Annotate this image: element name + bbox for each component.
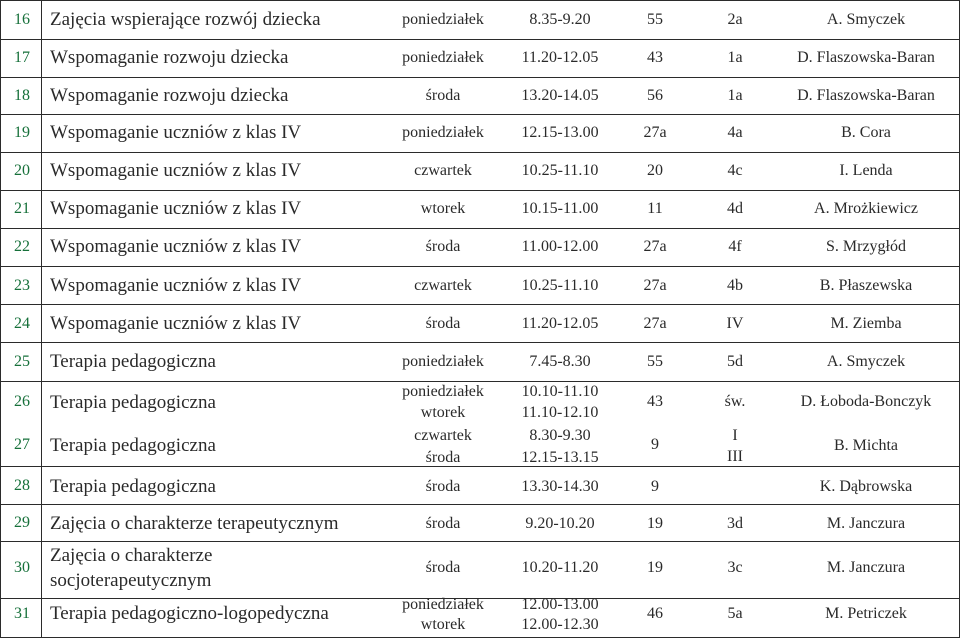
teacher-cell: B. Płaszewska: [819, 277, 913, 294]
time-cell: 13.30-14.30: [521, 478, 599, 495]
class-cell: 4b: [727, 277, 743, 294]
room-cell: 43: [647, 393, 663, 410]
room-cell: 27a: [643, 277, 667, 294]
activity-name: Wspomaganie uczniów z klas IV: [50, 160, 302, 181]
time-cell: 11.10-12.10: [521, 404, 599, 421]
day-cell: środa: [425, 315, 461, 332]
day-cell: czwartek: [414, 162, 472, 179]
day-cell: poniedziałek: [402, 353, 484, 370]
room-cell: 9: [651, 478, 659, 495]
activity-name: Terapia pedagogiczna: [50, 351, 216, 372]
time-cell: 11.20-12.05: [521, 315, 599, 332]
day-cell: wtorek: [420, 404, 466, 421]
row-divider: [0, 190, 960, 191]
row-number: 27: [14, 436, 30, 453]
row-divider: [0, 39, 960, 40]
time-cell: 11.20-12.05: [521, 49, 599, 66]
class-cell: 4d: [727, 200, 743, 217]
day-cell: wtorek: [420, 200, 466, 217]
room-cell: 43: [647, 49, 663, 66]
room-cell: 19: [647, 515, 663, 532]
day-cell: wtorek: [420, 616, 466, 633]
day-cell: poniedziałek: [402, 124, 484, 141]
row-number: 21: [14, 200, 30, 217]
day-cell: środa: [425, 238, 461, 255]
time-cell: 8.30-9.30: [529, 427, 591, 444]
class-cell: 4f: [728, 238, 742, 255]
teacher-cell: M. Ziemba: [830, 315, 902, 332]
time-cell: 12.00-13.00: [521, 596, 599, 613]
room-cell: 9: [651, 436, 659, 453]
activity-name: Terapia pedagogiczna: [50, 476, 216, 497]
day-cell: poniedziałek: [402, 596, 484, 613]
day-cell: poniedziałek: [402, 49, 484, 66]
row-number: 24: [14, 315, 30, 332]
activity-name: Terapia pedagogiczna: [50, 435, 216, 456]
teacher-cell: A. Smyczek: [826, 353, 906, 370]
activity-name: Zajęcia o charakterze: [50, 545, 213, 566]
row-number: 19: [14, 124, 30, 141]
room-cell: 11: [647, 200, 663, 217]
day-cell: poniedziałek: [402, 11, 484, 28]
row-divider: [0, 342, 960, 343]
row-divider: [0, 304, 960, 305]
activity-name: Wspomaganie uczniów z klas IV: [50, 198, 302, 219]
activity-name: socjoterapeutycznym: [50, 570, 212, 591]
teacher-cell: K. Dąbrowska: [819, 478, 913, 495]
row-number: 25: [14, 353, 30, 370]
room-cell: 20: [647, 162, 663, 179]
room-cell: 27a: [643, 124, 667, 141]
class-cell: III: [727, 448, 743, 465]
time-cell: 8.35-9.20: [529, 11, 591, 28]
row-number: 18: [14, 87, 30, 104]
row-number: 30: [14, 559, 30, 576]
class-cell: 2a: [727, 11, 743, 28]
teacher-cell: D. Flaszowska-Baran: [797, 87, 935, 104]
row-divider: [0, 152, 960, 153]
time-cell: 10.25-11.10: [521, 162, 599, 179]
teacher-cell: I. Lenda: [839, 162, 893, 179]
teacher-cell: B. Michta: [834, 437, 898, 454]
time-cell: 10.25-11.10: [521, 277, 599, 294]
time-cell: 10.15-11.00: [521, 200, 599, 217]
teacher-cell: M. Janczura: [826, 515, 906, 532]
class-cell: św.: [724, 393, 746, 410]
day-cell: środa: [425, 515, 461, 532]
day-cell: środa: [425, 449, 461, 466]
teacher-cell: D. Flaszowska-Baran: [797, 49, 935, 66]
class-cell: I: [732, 427, 738, 444]
row-number: 28: [14, 477, 30, 494]
row-divider: [0, 77, 960, 78]
day-cell: środa: [425, 87, 461, 104]
teacher-cell: B. Cora: [841, 124, 891, 141]
time-cell: 12.00-12.30: [521, 616, 599, 633]
room-cell: 27a: [643, 315, 667, 332]
activity-name: Zajęcia wspierające rozwój dziecka: [50, 9, 321, 30]
class-cell: 5d: [727, 353, 743, 370]
time-cell: 10.10-11.10: [521, 383, 599, 400]
class-cell: 1a: [727, 87, 743, 104]
time-cell: 11.00-12.00: [521, 238, 599, 255]
teacher-cell: M. Janczura: [826, 559, 906, 576]
row-divider: [0, 266, 960, 267]
row-number: 29: [14, 514, 30, 531]
row-number: 26: [14, 393, 30, 410]
row-divider: [0, 0, 960, 1]
class-cell: 3c: [727, 559, 743, 576]
activity-name: Wspomaganie rozwoju dziecka: [50, 47, 289, 68]
room-cell: 19: [647, 559, 663, 576]
row-divider: [0, 541, 960, 542]
row-number: 17: [14, 49, 30, 66]
teacher-cell: A. Mrożkiewicz: [814, 200, 918, 217]
room-cell: 55: [647, 353, 663, 370]
teacher-cell: M. Petriczek: [825, 605, 907, 622]
time-cell: 9.20-10.20: [525, 515, 595, 532]
activity-name: Wspomaganie uczniów z klas IV: [50, 236, 302, 257]
class-cell: IV: [726, 315, 744, 332]
activity-name: Wspomaganie uczniów z klas IV: [50, 275, 302, 296]
row-number: 22: [14, 238, 30, 255]
room-cell: 46: [647, 605, 663, 622]
class-cell: 4c: [727, 162, 743, 179]
activity-name: Terapia pedagogiczno-logopedyczna: [50, 603, 329, 624]
room-cell: 56: [647, 87, 663, 104]
class-cell: 5a: [727, 605, 743, 622]
day-cell: środa: [425, 559, 461, 576]
time-cell: 10.20-11.20: [521, 559, 599, 576]
row-number: 20: [14, 162, 30, 179]
day-cell: poniedziałek: [402, 383, 484, 400]
day-cell: czwartek: [414, 427, 472, 444]
time-cell: 12.15-13.15: [521, 449, 599, 466]
room-cell: 55: [647, 11, 663, 28]
teacher-cell: S. Mrzygłód: [826, 238, 906, 255]
time-cell: 13.20-14.05: [521, 87, 599, 104]
row-number: 23: [14, 277, 30, 294]
activity-name: Wspomaganie rozwoju dziecka: [50, 85, 289, 106]
row-number: 16: [14, 11, 30, 28]
class-cell: 3d: [727, 515, 743, 532]
day-cell: czwartek: [414, 277, 472, 294]
row-divider: [0, 228, 960, 229]
row-divider: [0, 114, 960, 115]
activity-name: Terapia pedagogiczna: [50, 392, 216, 413]
teacher-cell: A. Smyczek: [826, 11, 906, 28]
activity-name: Wspomaganie uczniów z klas IV: [50, 313, 302, 334]
class-cell: 1a: [727, 49, 743, 66]
row-divider: [0, 504, 960, 505]
teacher-cell: D. Łoboda-Bonczyk: [800, 393, 932, 410]
class-cell: 4a: [727, 124, 743, 141]
activity-name: Zajęcia o charakterze terapeutycznym: [50, 513, 339, 534]
time-cell: 7.45-8.30: [529, 353, 591, 370]
day-cell: środa: [425, 478, 461, 495]
time-cell: 12.15-13.00: [521, 124, 599, 141]
row-number: 31: [14, 605, 30, 622]
room-cell: 27a: [643, 238, 667, 255]
activity-name: Wspomaganie uczniów z klas IV: [50, 122, 302, 143]
